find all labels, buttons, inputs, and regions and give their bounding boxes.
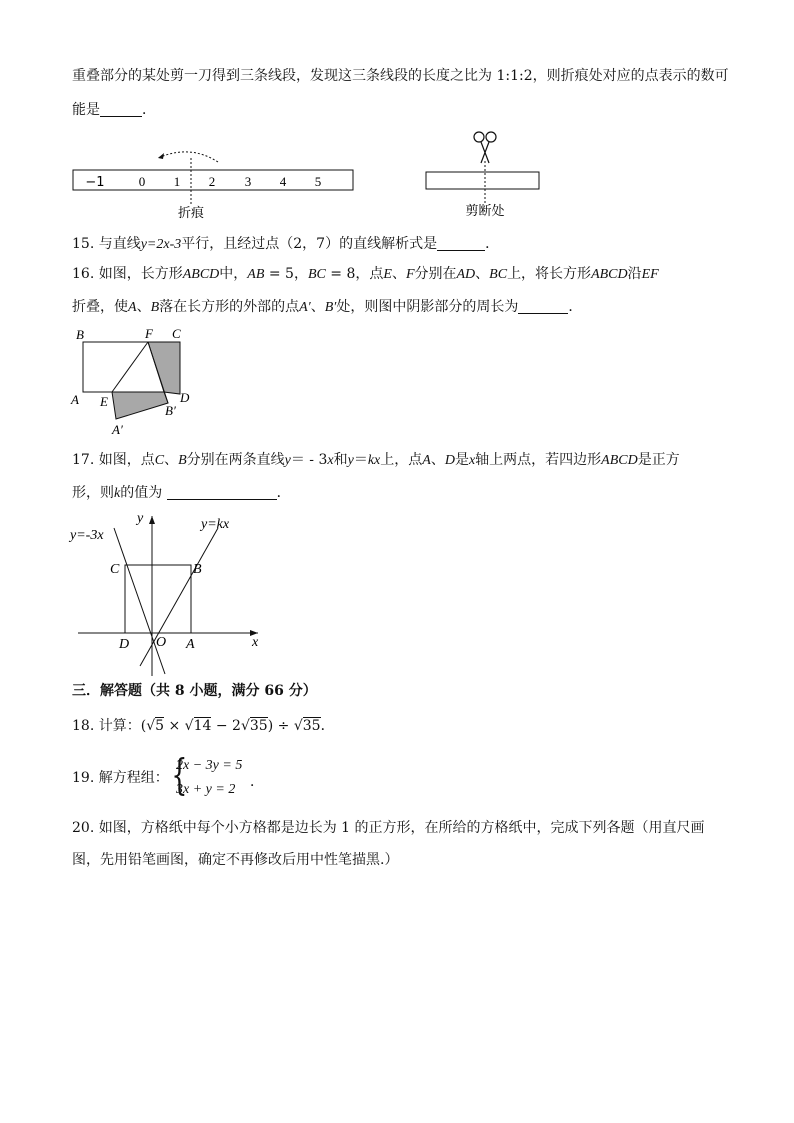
label-line1: y=-3x	[70, 528, 104, 543]
problem-14-line1: 重叠部分的某处剪一刀得到三条线段，发现这三条线段的长度之比为 1:1:2，则折痕处对应的点表示的数可	[72, 68, 729, 84]
tick-label: 0	[138, 174, 146, 189]
label-line2: y=kx	[201, 517, 230, 532]
answer-blank-17[interactable]	[167, 485, 277, 500]
problem-16-line2: 折叠，使A、B落在长方形的外部的点A′、B′处，则图中阴影部分的周长为 ．	[72, 299, 583, 315]
label-y: y	[137, 511, 144, 526]
tick-label: 3	[244, 174, 252, 189]
arrow-head-icon	[158, 153, 164, 159]
problem-19-label: 19. 解方程组：	[72, 770, 169, 786]
label-D: D	[119, 637, 130, 652]
sqrt-icon: √	[293, 718, 303, 734]
label-A: A	[186, 637, 195, 652]
label-x: x	[252, 635, 259, 650]
answer-blank-14[interactable]	[100, 102, 142, 117]
answer-blank-16[interactable]	[518, 299, 568, 314]
label-B: B	[193, 562, 202, 577]
problem-17-line1: 17. 如图，点C、B分别在两条直线y＝ - 3x和y＝kx上，点A、D是x轴上两点，若四边形ABCD是正方	[72, 452, 680, 468]
problem-19-suffix: ．	[250, 774, 264, 790]
fold-line-EF	[112, 342, 148, 392]
label-F: F	[145, 326, 153, 341]
label-C: C	[110, 562, 120, 577]
square-ABCD	[125, 565, 191, 633]
problem-18: 18. 计算：(√5 × √14 − 2√35) ÷ √35．	[72, 718, 335, 734]
problem-15: 15. 与直线y=2x-3平行，且经过点（2，7）的直线解析式是 ．	[72, 236, 500, 252]
label-C: C	[172, 326, 181, 341]
problem-20-line2: 图，先用铅笔画图，确定不再修改后用中性笔描黑.）	[72, 852, 399, 868]
label-B: B	[76, 327, 84, 342]
tick-label: −1	[85, 175, 105, 190]
label-A-prime: A′	[112, 422, 123, 437]
label-E: E	[100, 394, 108, 409]
coordinate-figure	[70, 506, 270, 681]
problem-17-line2: 形，则k的值为 ．	[72, 485, 291, 501]
answer-blank-15[interactable]	[437, 236, 485, 251]
y-axis-arrow-icon	[149, 516, 155, 524]
brace-icon: {	[171, 750, 188, 799]
rectangle-outline	[83, 342, 148, 392]
number-line-figure	[60, 140, 370, 230]
label-O: O	[156, 635, 167, 650]
label-D: D	[180, 390, 190, 405]
tick-label: 5	[314, 174, 322, 189]
shaded-region-bottom	[112, 392, 168, 419]
problem-14-line2: 能是 ．	[72, 102, 156, 118]
crease-label: 折痕	[177, 206, 205, 221]
sqrt-icon: √	[184, 718, 194, 734]
label-A: A	[71, 392, 79, 407]
shaded-region-right	[148, 342, 180, 394]
system-eq-1: 2x − 3y = 5	[176, 758, 243, 773]
section-3-title: 三．解答题（共 8 小题，满分 66 分）	[72, 683, 317, 699]
fold-rectangle-figure	[68, 326, 208, 441]
sqrt-icon: √	[146, 718, 156, 734]
cut-figure	[420, 125, 550, 225]
sqrt-icon: √	[240, 718, 250, 734]
label-B-prime: B′	[165, 403, 176, 418]
tick-label: 1	[173, 174, 181, 189]
cut-label: 剪断处	[465, 204, 505, 219]
tick-label: 4	[279, 174, 287, 189]
line-y-minus-3x	[114, 528, 165, 674]
fold-arrow	[158, 152, 218, 162]
problem-20-line1: 20. 如图，方格纸中每个小方格都是边长为 1 的正方形，在所给的方格纸中，完成下列各题（用直尺画	[72, 820, 705, 836]
problem-16-line1: 16. 如图，长方形ABCD中，AB = 5，BC = 8，点E、F分别在AD、BC上，将长方形ABCD沿EF	[72, 266, 659, 282]
scissors-icon	[474, 132, 496, 163]
system-eq-2: 3x + y = 2	[176, 782, 236, 797]
tick-label: 2	[208, 174, 216, 189]
